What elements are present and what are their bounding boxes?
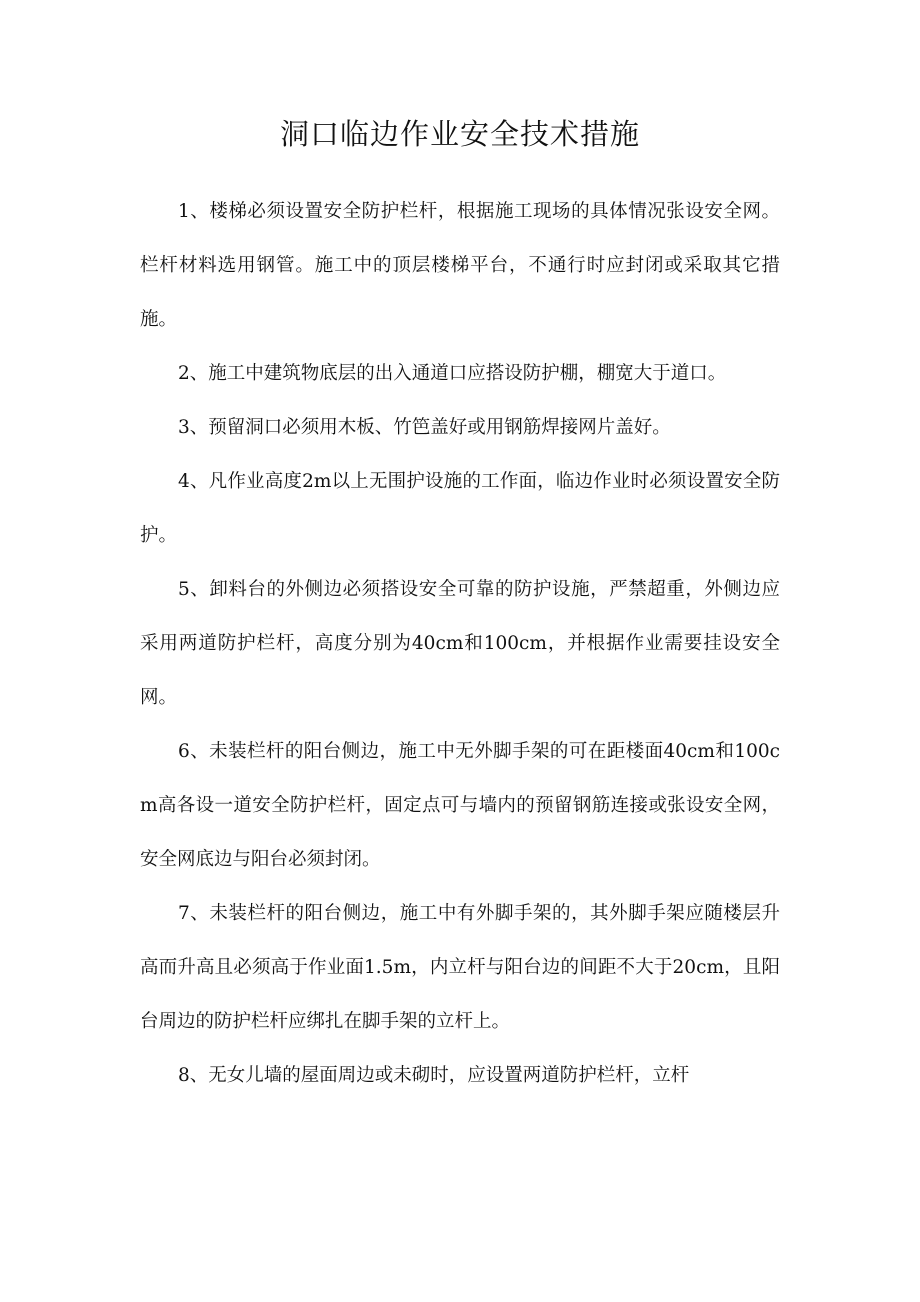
paragraph-5: 5、卸料台的外侧边必须搭设安全可靠的防护设施，严禁超重，外侧边应采用两道防护栏杆，高度分别为40cm和100cm，并根据作业需要挂设安全网。 [140,579,780,708]
document-body [140,185,780,1103]
paragraph-4: 4、凡作业高度2m以上无围护设施的工作面，临边作业时必须设置安全防护。 [140,471,780,546]
paragraph-2: 2、施工中建筑物底层的出入通道口应搭设防护棚，棚宽大于道口。 [178,363,727,384]
paragraph-7: 7、未装栏杆的阳台侧边，施工中有外脚手架的，其外脚手架应随楼层升高而升高且必须高于作业面1.5m，内立杆与阳台边的间距不大于20cm，且阳台周边的防护栏杆应绑扎在脚手架的立杆上。 [140,903,780,1032]
paragraph-3: 3、预留洞口必须用木板、竹笆盖好或用钢筋焊接网片盖好。 [178,417,671,438]
paragraph-8: 8、无女儿墙的屋面周边或未砌时，应设置两道防护栏杆，立杆 [178,1065,690,1086]
document-title: 洞口临边作业安全技术措施 [279,117,640,151]
paragraph-1: 1、楼梯必须设置安全防护栏杆，根据施工现场的具体情况张设安全网。栏杆材料选用钢管。施工中的顶层楼梯平台，不通行时应封闭或采取其它措施。 [140,201,780,330]
paragraph-6: 6、未装栏杆的阳台侧边，施工中无外脚手架的可在距楼面40cm和100cm高各设一道安全防护栏杆，固定点可与墙内的预留钢筋连接或张设安全网，安全网底边与阳台必须封闭。 [140,741,780,870]
